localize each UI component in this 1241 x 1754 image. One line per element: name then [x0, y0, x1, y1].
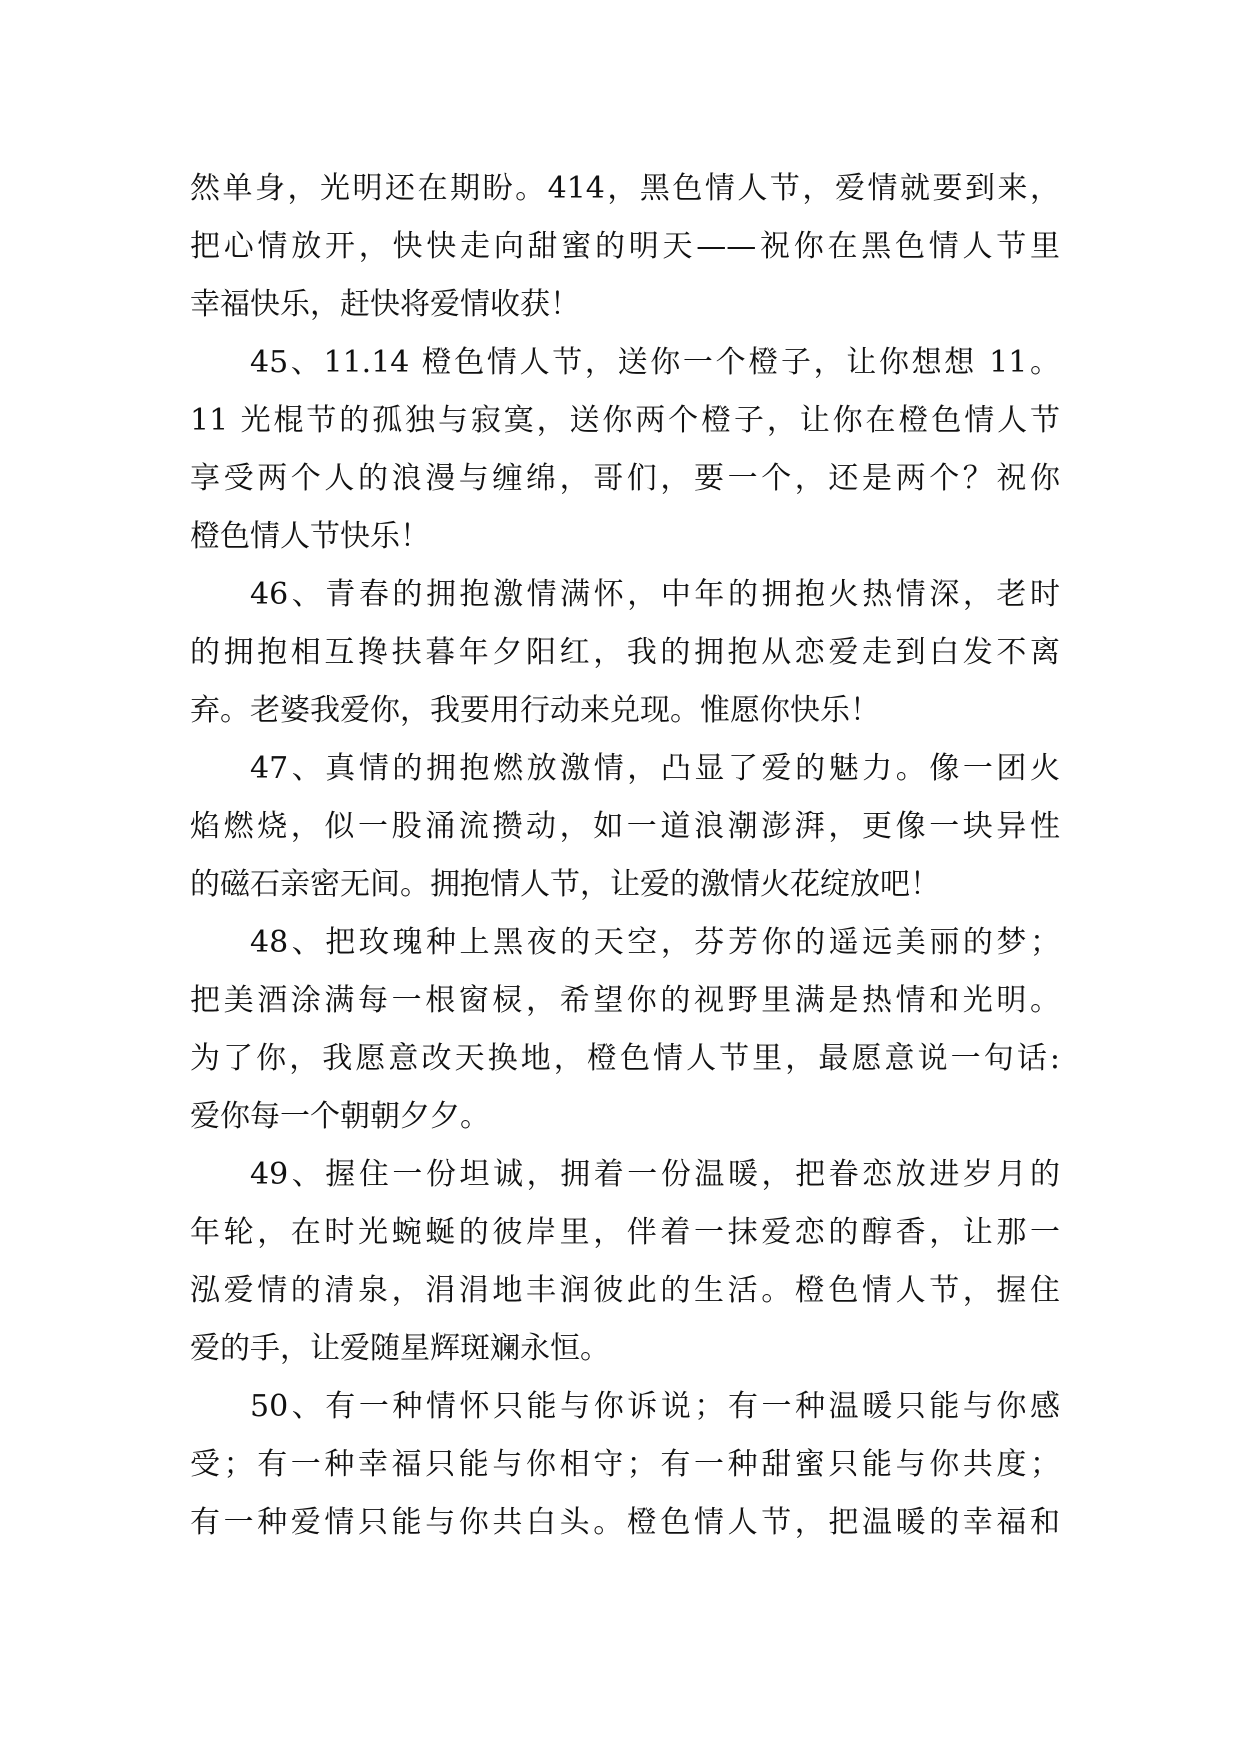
- body-text: [190, 160, 1060, 1552]
- paragraph-45-start: 45、11.14 橙色情人节，送你一个橙子，让你想想 11。: [250, 345, 1060, 380]
- paragraph-48-start: 48、把玫瑰种上黑夜的天空，芬芳你的遥远美丽的梦；: [250, 925, 1060, 960]
- paragraph-50-start: 50、有一种情怀只能与你诉说；有一种温暖只能与你感: [250, 1389, 1060, 1424]
- text-line: 把心情放开，快快走向甜蜜的明天——祝你在黑色情人节里: [190, 229, 1060, 264]
- text-line: 的拥抱相互搀扶暮年夕阳红，我的拥抱从恋爱走到白发不离: [190, 635, 1060, 670]
- text-line: 然单身，光明还在期盼。414，黑色情人节，爱情就要到来，: [190, 171, 1060, 206]
- text-line: 为了你，我愿意改天换地，橙色情人节里，最愿意说一句话:: [190, 1041, 1060, 1076]
- text-line: 11 光棍节的孤独与寂寞，送你两个橙子，让你在橙色情人节: [190, 403, 1060, 438]
- paragraph-46-start: 46、青春的拥抱激情满怀，中年的拥抱火热情深，老时: [250, 577, 1060, 612]
- text-line: 有一种爱情只能与你共白头。橙色情人节，把温暖的幸福和: [190, 1505, 1060, 1540]
- text-line: 幸福快乐，赶快将爱情收获！: [190, 287, 580, 322]
- paragraph-49-start: 49、握住一份坦诚，拥着一份温暖，把眷恋放进岁月的: [250, 1157, 1060, 1192]
- text-line: 受；有一种幸福只能与你相守；有一种甜蜜只能与你共度；: [190, 1447, 1060, 1482]
- text-line: 泓爱情的清泉，涓涓地丰润彼此的生活。橙色情人节，握住: [190, 1273, 1060, 1308]
- text-line: 把美酒涂满每一根窗棂，希望你的视野里满是热情和光明。: [190, 983, 1060, 1018]
- text-line: 弃。老婆我爱你，我要用行动来兑现。惟愿你快乐！: [190, 693, 880, 728]
- text-line: 的磁石亲密无间。拥抱情人节，让爱的激情火花绽放吧！: [190, 867, 940, 902]
- text-line: 爱你每一个朝朝夕夕。: [190, 1099, 490, 1134]
- text-line: 享受两个人的浪漫与缠绵，哥们，要一个，还是两个？祝你: [190, 461, 1060, 496]
- text-line: 年轮，在时光蜿蜒的彼岸里，伴着一抹爱恋的醇香，让那一: [190, 1215, 1060, 1250]
- text-line: 橙色情人节快乐！: [190, 519, 430, 554]
- text-line: 爱的手，让爱随星辉斑斓永恒。: [190, 1331, 610, 1366]
- text-line: 焰燃烧，似一股涌流攒动，如一道浪潮澎湃，更像一块异性: [190, 809, 1060, 844]
- paragraph-47-start: 47、真情的拥抱燃放激情，凸显了爱的魅力。像一团火: [250, 751, 1060, 786]
